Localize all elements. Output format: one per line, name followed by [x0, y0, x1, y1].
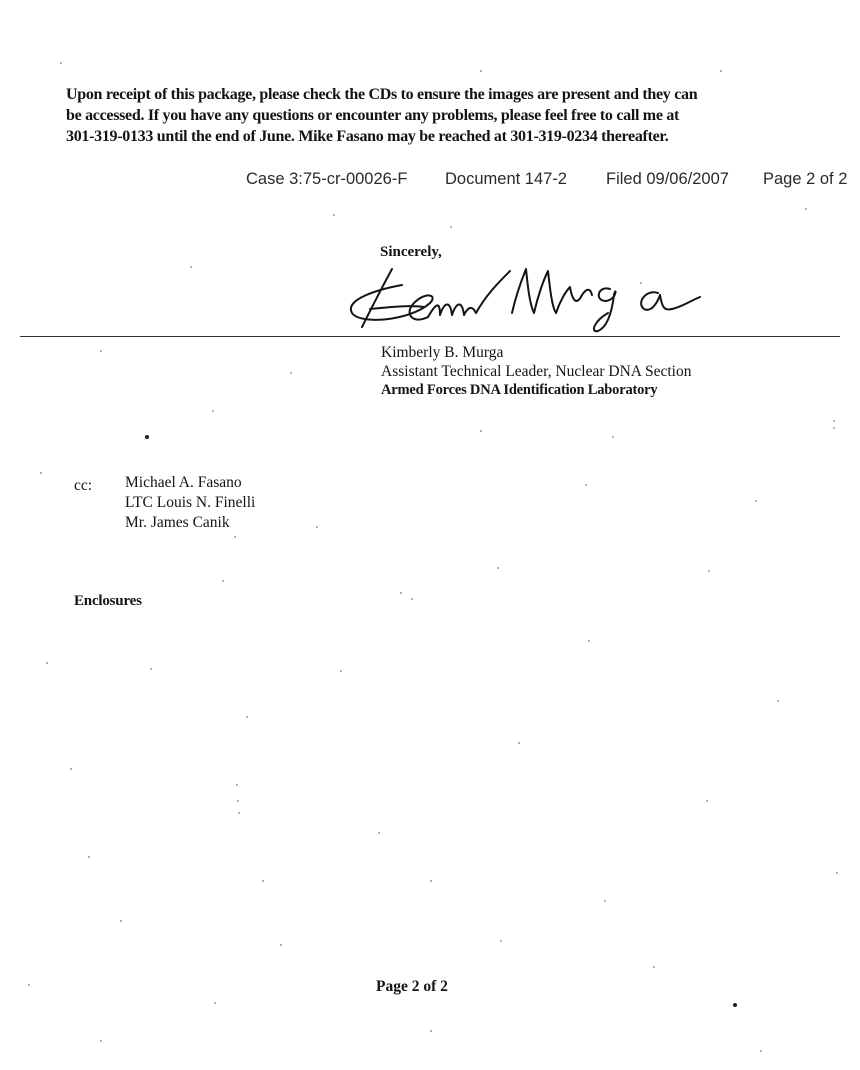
page-footer: Page 2 of 2 [376, 978, 448, 995]
signer-organization: Armed Forces DNA Identification Laboratory [381, 382, 658, 398]
horizontal-rule [20, 336, 840, 337]
cc-recipient: Mr. James Canik [125, 514, 230, 531]
cc-recipient-list [125, 473, 255, 533]
body-paragraph [66, 84, 766, 147]
signer-name: Kimberly B. Murga [381, 344, 504, 361]
handwritten-signature [340, 255, 710, 335]
body-line: 301-319-0133 until the end of June. Mike Fasano may be reached at 301-319-0234 thereafter. [66, 128, 669, 145]
signer-title: Assistant Technical Leader, Nuclear DNA Section [381, 363, 692, 380]
cc-label: cc: [74, 477, 93, 494]
cc-recipient: LTC Louis N. Finelli [125, 494, 256, 511]
document-number: Document 147-2 [445, 170, 567, 188]
court-filing-header [246, 170, 858, 192]
filed-date: Filed 09/06/2007 [606, 170, 729, 188]
header-page-number: Page 2 of 2 [763, 170, 848, 188]
case-number: Case 3:75-cr-00026-F [246, 170, 408, 188]
body-line: Upon receipt of this package, please check the CDs to ensure the images are present and they can [66, 86, 698, 103]
signature-block [381, 343, 692, 400]
body-line: be accessed. If you have any questions or encounter any problems, please feel free to call me at [66, 107, 680, 124]
closing: Sincerely, [380, 244, 442, 260]
enclosures-note: Enclosures [74, 593, 142, 609]
cc-recipient: Michael A. Fasano [125, 474, 242, 491]
